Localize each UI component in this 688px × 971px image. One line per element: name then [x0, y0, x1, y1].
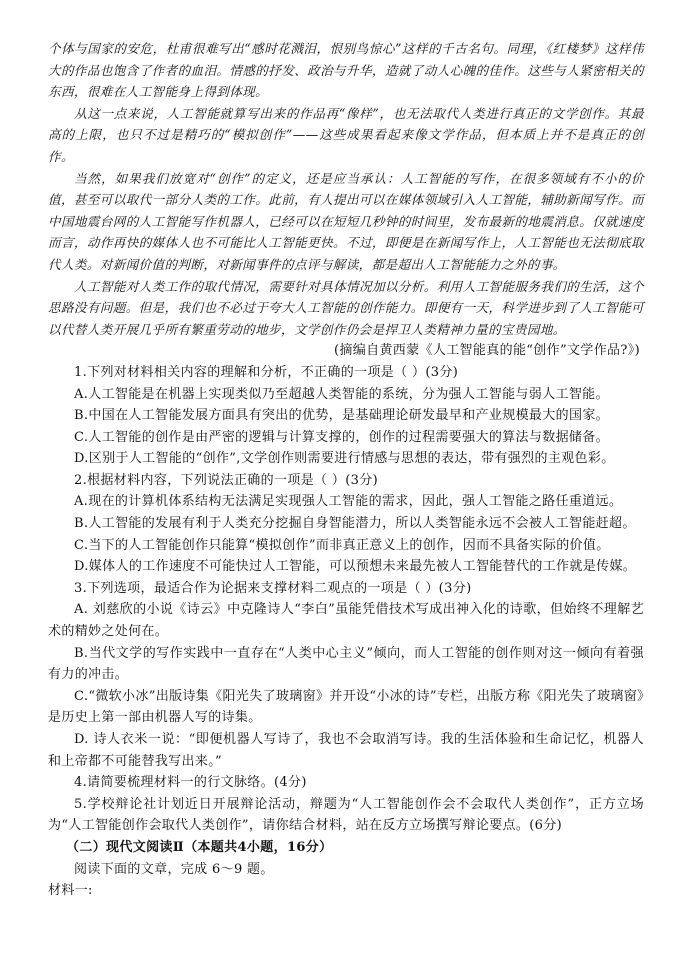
question-2-option-c: C.当下的人工智能创作只能算“模拟创作”而非真正意义上的创作，因而不具备实际的价值。 [74, 537, 610, 553]
material-1-label: 材料一: [48, 883, 93, 899]
question-2-option-d: D.媒体人的工作速度不可能快过人工智能，可以预想未来最先被人工智能替代的工作就是传媒。 [74, 559, 637, 575]
material1-paragraph-2: 从这一点来说，人工智能就算写出来的作品再“像样”，也无法取代人类进行真正的文学创作。其最高的上限，也只不过是精巧的“模拟创作”——这些成果看起来像文学作品，但本质上并不是真正的创作。 [48, 105, 644, 164]
question-3-option-d: D. 诗人衣米一说：“即便机器人写诗了，我也不会取消写诗。我的生活体验和生命记忆，机器人和上帝都不可能替我写出来。” [48, 732, 644, 769]
question-1-option-a: A.人工智能是在机器上实现类似乃至超越人类智能的系统，分为强人工智能与弱人工智能。 [74, 386, 609, 402]
question-2-option-b: B.人工智能的发展有利于人类充分挖掘自身智能潜力，所以人类智能永远不会被人工智能赶超。 [74, 516, 636, 532]
material1-paragraph-3: 当然，如果我们放宽对“创作”的定义，还是应当承认：人工智能的写作，在很多领域有不小的价值，甚至可以取代一部分人类的工作。此前，有人提出可以在媒体领域引入人工智能，辅助新闻写作。而中国地震台网的人工智能写作机器人，已经可以在短短几秒钟的时间里，发布最新的地震消息。仅就速度而言，动作再快的媒体人也不可能比人工智能更快。不过，即便是在新闻写作上，人工智能也无法彻底取代人类。对新闻价值的判断，对新闻事件的点评与解读，都是超出人工智能能力之外的事。 [48, 170, 644, 272]
question-2-option-a: A.现在的计算机体系结构无法满足实现强人工智能的需求，因此，强人工智能之路任重道远。 [74, 494, 623, 510]
question-1-stem: 1.下列对材料相关内容的理解和分析，不正确的一项是（ ）(3分) [74, 364, 459, 380]
question-3-option-c: C.“微软小冰”出版诗集《阳光失了玻璃窗》并开设“小冰的诗”专栏，出版方称《阳光失了玻璃窗》是历史上第一部由机器人写的诗集。 [48, 688, 644, 726]
material1-paragraph-1: 个体与国家的安危，杜甫很难写出“感时花溅泪，恨别鸟惊心”这样的千古名句。同理，《红楼梦》这样伟大的作品也饱含了作者的血泪。情感的抒发、政治与升华，造就了动人心魄的佳作。这些与人紧密相关的东西，很难在人工智能身上得到体现。 [48, 41, 644, 100]
question-1-option-d: D.区别于人工智能的“创作”,文学创作则需要进行情感与思想的表达，带有强烈的主观色彩。 [74, 451, 615, 467]
question-3-option-a: A. 刘慈欣的小说《诗云》中克隆诗人“李白”虽能凭借技术写成出神入化的诗歌，但始终不理解艺术的精妙之处何在。 [48, 602, 644, 640]
question-5-stem: 5.学校辩论社计划近日开展辩论活动，辩题为“人工智能创作会不会取代人类创作”，正方立场为“人工智能创作会取代人类创作”，请你结合材料，站在反方立场撰写辩论要点。(6分) [48, 796, 644, 834]
question-3-option-b: B.当代文学的写作实践中一直存在“人类中心主义”倾向，而人工智能的创作则对这一倾向有着强有力的冲击。 [48, 645, 644, 683]
section-2-heading: （二）现代文阅读Ⅱ（本题共4小题，16分） [66, 839, 333, 855]
question-2-stem: 2.根据材料内容，下列说法正确的一项是（ ）(3分) [74, 472, 379, 488]
question-4-stem: 4.请简要梳理材料一的行文脉络。(4分) [74, 775, 307, 791]
question-1-option-b: B.中国在人工智能发展方面具有突出的优势，是基础理论研发最早和产业规模最大的国家。 [74, 408, 610, 424]
section-2-instruction: 阅读下面的文章，完成 6～9 题。 [74, 861, 274, 877]
material1-paragraph-4: 人工智能对人类工作的取代情况，需要针对具体情况加以分析。利用人工智能服务我们的生活，这个思路没有问题。但是，我们也不必过于夸大人工智能的创作能力。即便有一天，科学进步到了人工智能可以代替人类开展几乎所有繁重劳动的地步，文学创作仍会是捍卫人类精神力量的宝贵园地。 [48, 278, 644, 337]
question-3-stem: 3.下列选项，最适合作为论据来支撑材料二观点的一项是（ ）(3分) [74, 580, 472, 596]
question-1-option-c: C.人工智能的创作是由严密的逻辑与计算支撑的，创作的过程需要强大的算法与数据储备。 [74, 429, 609, 445]
material-source-citation: (摘编自黄西蒙《人工智能真的能“创作”文学作品?》) [333, 343, 640, 359]
exam-page [48, 38, 644, 902]
